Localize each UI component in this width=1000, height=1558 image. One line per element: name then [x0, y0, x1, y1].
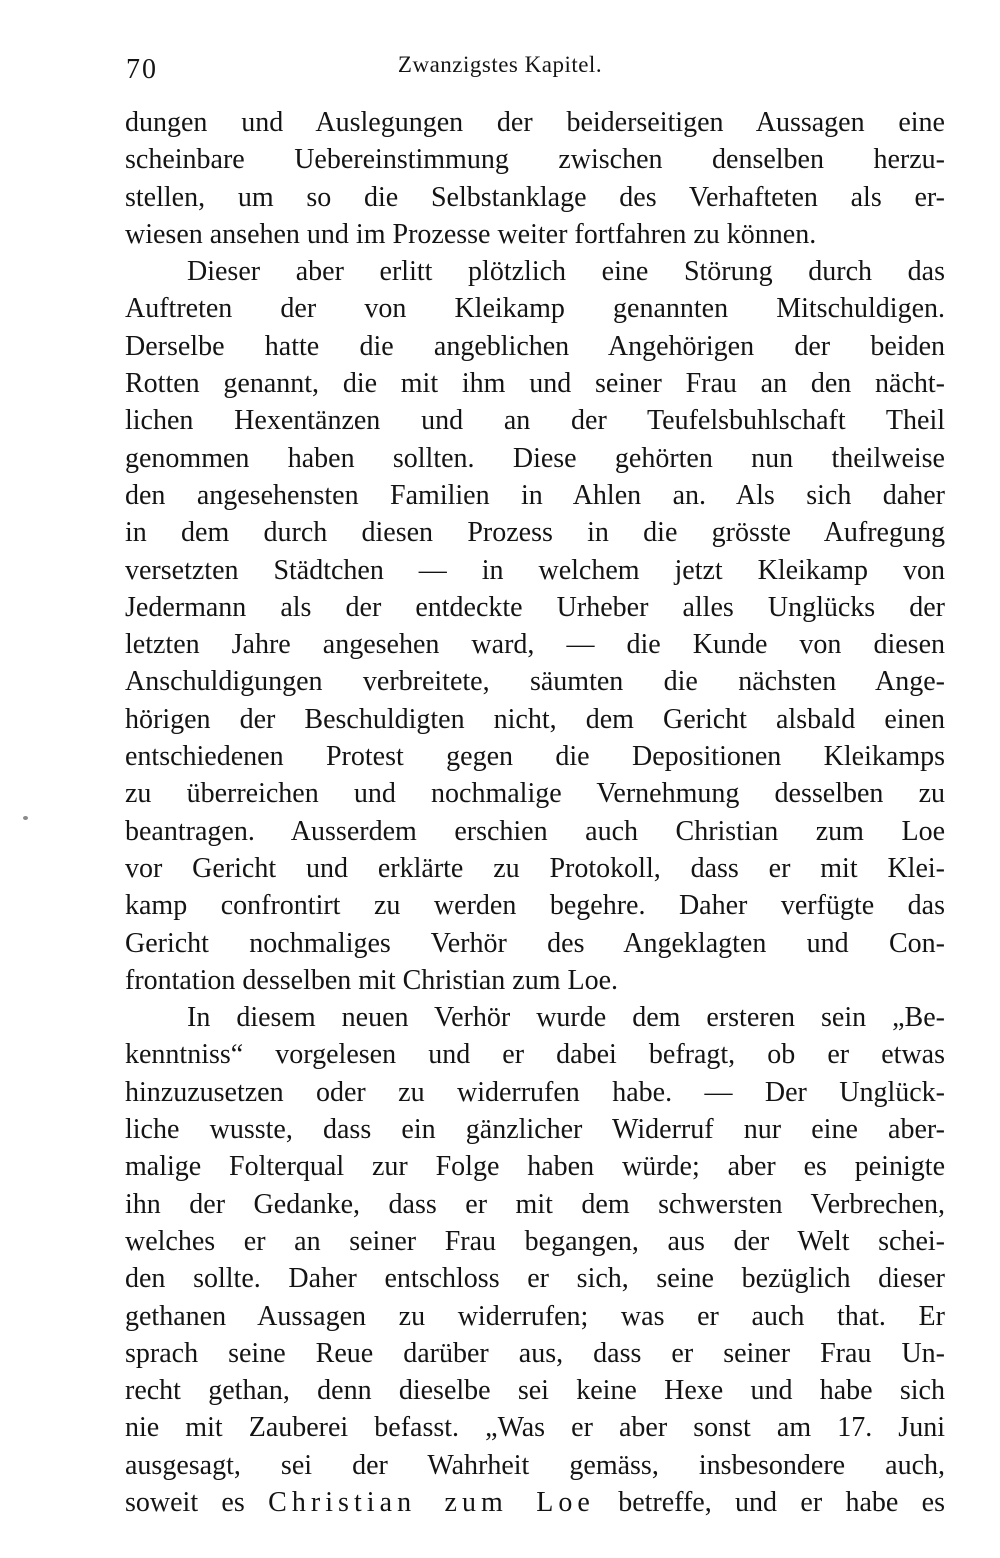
text-line: welches er an seiner Frau begangen, aus der Welt schei- — [125, 1225, 945, 1257]
text-line: Derselbe hatte die angeblichen Angehörigen der beiden — [125, 330, 945, 362]
text-line: wiesen ansehen und im Prozesse weiter fortfahren zu können. — [125, 218, 817, 250]
text-line: genommen haben sollten. Diese gehörten nun theilweise — [125, 442, 945, 474]
text-line: Gericht nochmaliges Verhör des Angeklagten und Con- — [125, 927, 945, 959]
text-line: lichen Hexentänzen und an der Teufelsbuhlschaft Theil — [125, 405, 945, 437]
text-line: ausgesagt, sei der Wahrheit gemäss, insbesondere auch, — [125, 1449, 945, 1481]
text-line: beantragen. Ausserdem erschien auch Christian zum Loe — [125, 815, 945, 847]
page-number: 70 — [126, 54, 158, 85]
text-line: scheinbare Uebereinstimmung zwischen denselben herzu- — [125, 144, 945, 176]
text-line: Jedermann als der entdeckte Urheber alles Unglücks der — [125, 591, 945, 623]
text-line: In diesem neuen Verhör wurde dem ersteren sein „Be- — [187, 1002, 945, 1034]
text-line — [125, 1484, 945, 1521]
text-line: den angesehensten Familien in Ahlen an. Als sich daher — [125, 479, 945, 511]
text-line: gethanen Aussagen zu widerrufen; was er auch that. Er — [125, 1300, 945, 1332]
text-line: Auftreten der von Kleikamp genannten Mitschuldigen. — [125, 293, 945, 325]
text-line: zu überreichen und nochmalige Vernehmung desselben zu — [125, 778, 945, 810]
text-line: dungen und Auslegungen der beiderseitigen Aussagen eine — [125, 107, 945, 138]
text-line: frontation desselben mit Christian zum Loe. — [125, 964, 619, 996]
text-line: hinzuzusetzen oder zu widerrufen habe. — Der Unglück- — [125, 1076, 945, 1108]
text-line: recht gethan, denn dieselbe sei keine Hexe und habe sich — [125, 1375, 945, 1407]
text-line: Anschuldigungen verbreitete, säumten die nächsten Ange- — [125, 666, 945, 698]
letterspaced-name: Christian zum Loe — [268, 1486, 595, 1518]
text-body — [125, 104, 945, 1521]
scan-speck — [23, 816, 28, 820]
text-line: entschiedenen Protest gegen die Depositionen Kleikamps — [125, 741, 945, 773]
text-line: kamp confrontirt zu werden begehre. Daher verfügte das — [125, 890, 945, 922]
text-line: kenntniss“ vorgelesen und er dabei befragt, ob er etwas — [125, 1039, 945, 1071]
text-line: hörigen der Beschuldigten nicht, dem Gericht alsbald einen — [125, 703, 945, 735]
text-line: liche wusste, dass ein gänzlicher Widerruf nur eine aber- — [125, 1114, 945, 1146]
text-line: in dem durch diesen Prozess in die grösste Aufregung — [125, 517, 945, 549]
text-segment: betreffe, und er habe es — [594, 1486, 945, 1518]
text-line: malige Folterqual zur Folge haben würde; aber es peinigte — [125, 1151, 945, 1183]
running-header: Zwanzigstes Kapitel. — [397, 52, 603, 77]
text-line: letzten Jahre angesehen ward, — die Kunde von diesen — [125, 629, 945, 661]
text-line: Rotten genannt, die mit ihm und seiner Frau an den nächt- — [125, 368, 945, 400]
text-segment: soweit es — [125, 1486, 269, 1518]
text-line: sprach seine Reue darüber aus, dass er seiner Frau Un- — [125, 1337, 945, 1369]
text-line: vor Gericht und erklärte zu Protokoll, dass er mit Klei- — [125, 852, 945, 884]
text-line: versetzten Städtchen — in welchem jetzt Kleikamp von — [125, 554, 945, 586]
text-line: nie mit Zauberei befasst. „Was er aber sonst am 17. Juni — [125, 1412, 945, 1444]
text-line: Dieser aber erlitt plötzlich eine Störung durch das — [187, 256, 945, 288]
text-line: stellen, um so die Selbstanklage des Verhafteten als er- — [125, 181, 945, 213]
text-line: ihn der Gedanke, dass er mit dem schwersten Verbrechen, — [125, 1188, 945, 1220]
text-line: den sollte. Daher entschloss er sich, seine bezüglich dieser — [125, 1263, 945, 1295]
